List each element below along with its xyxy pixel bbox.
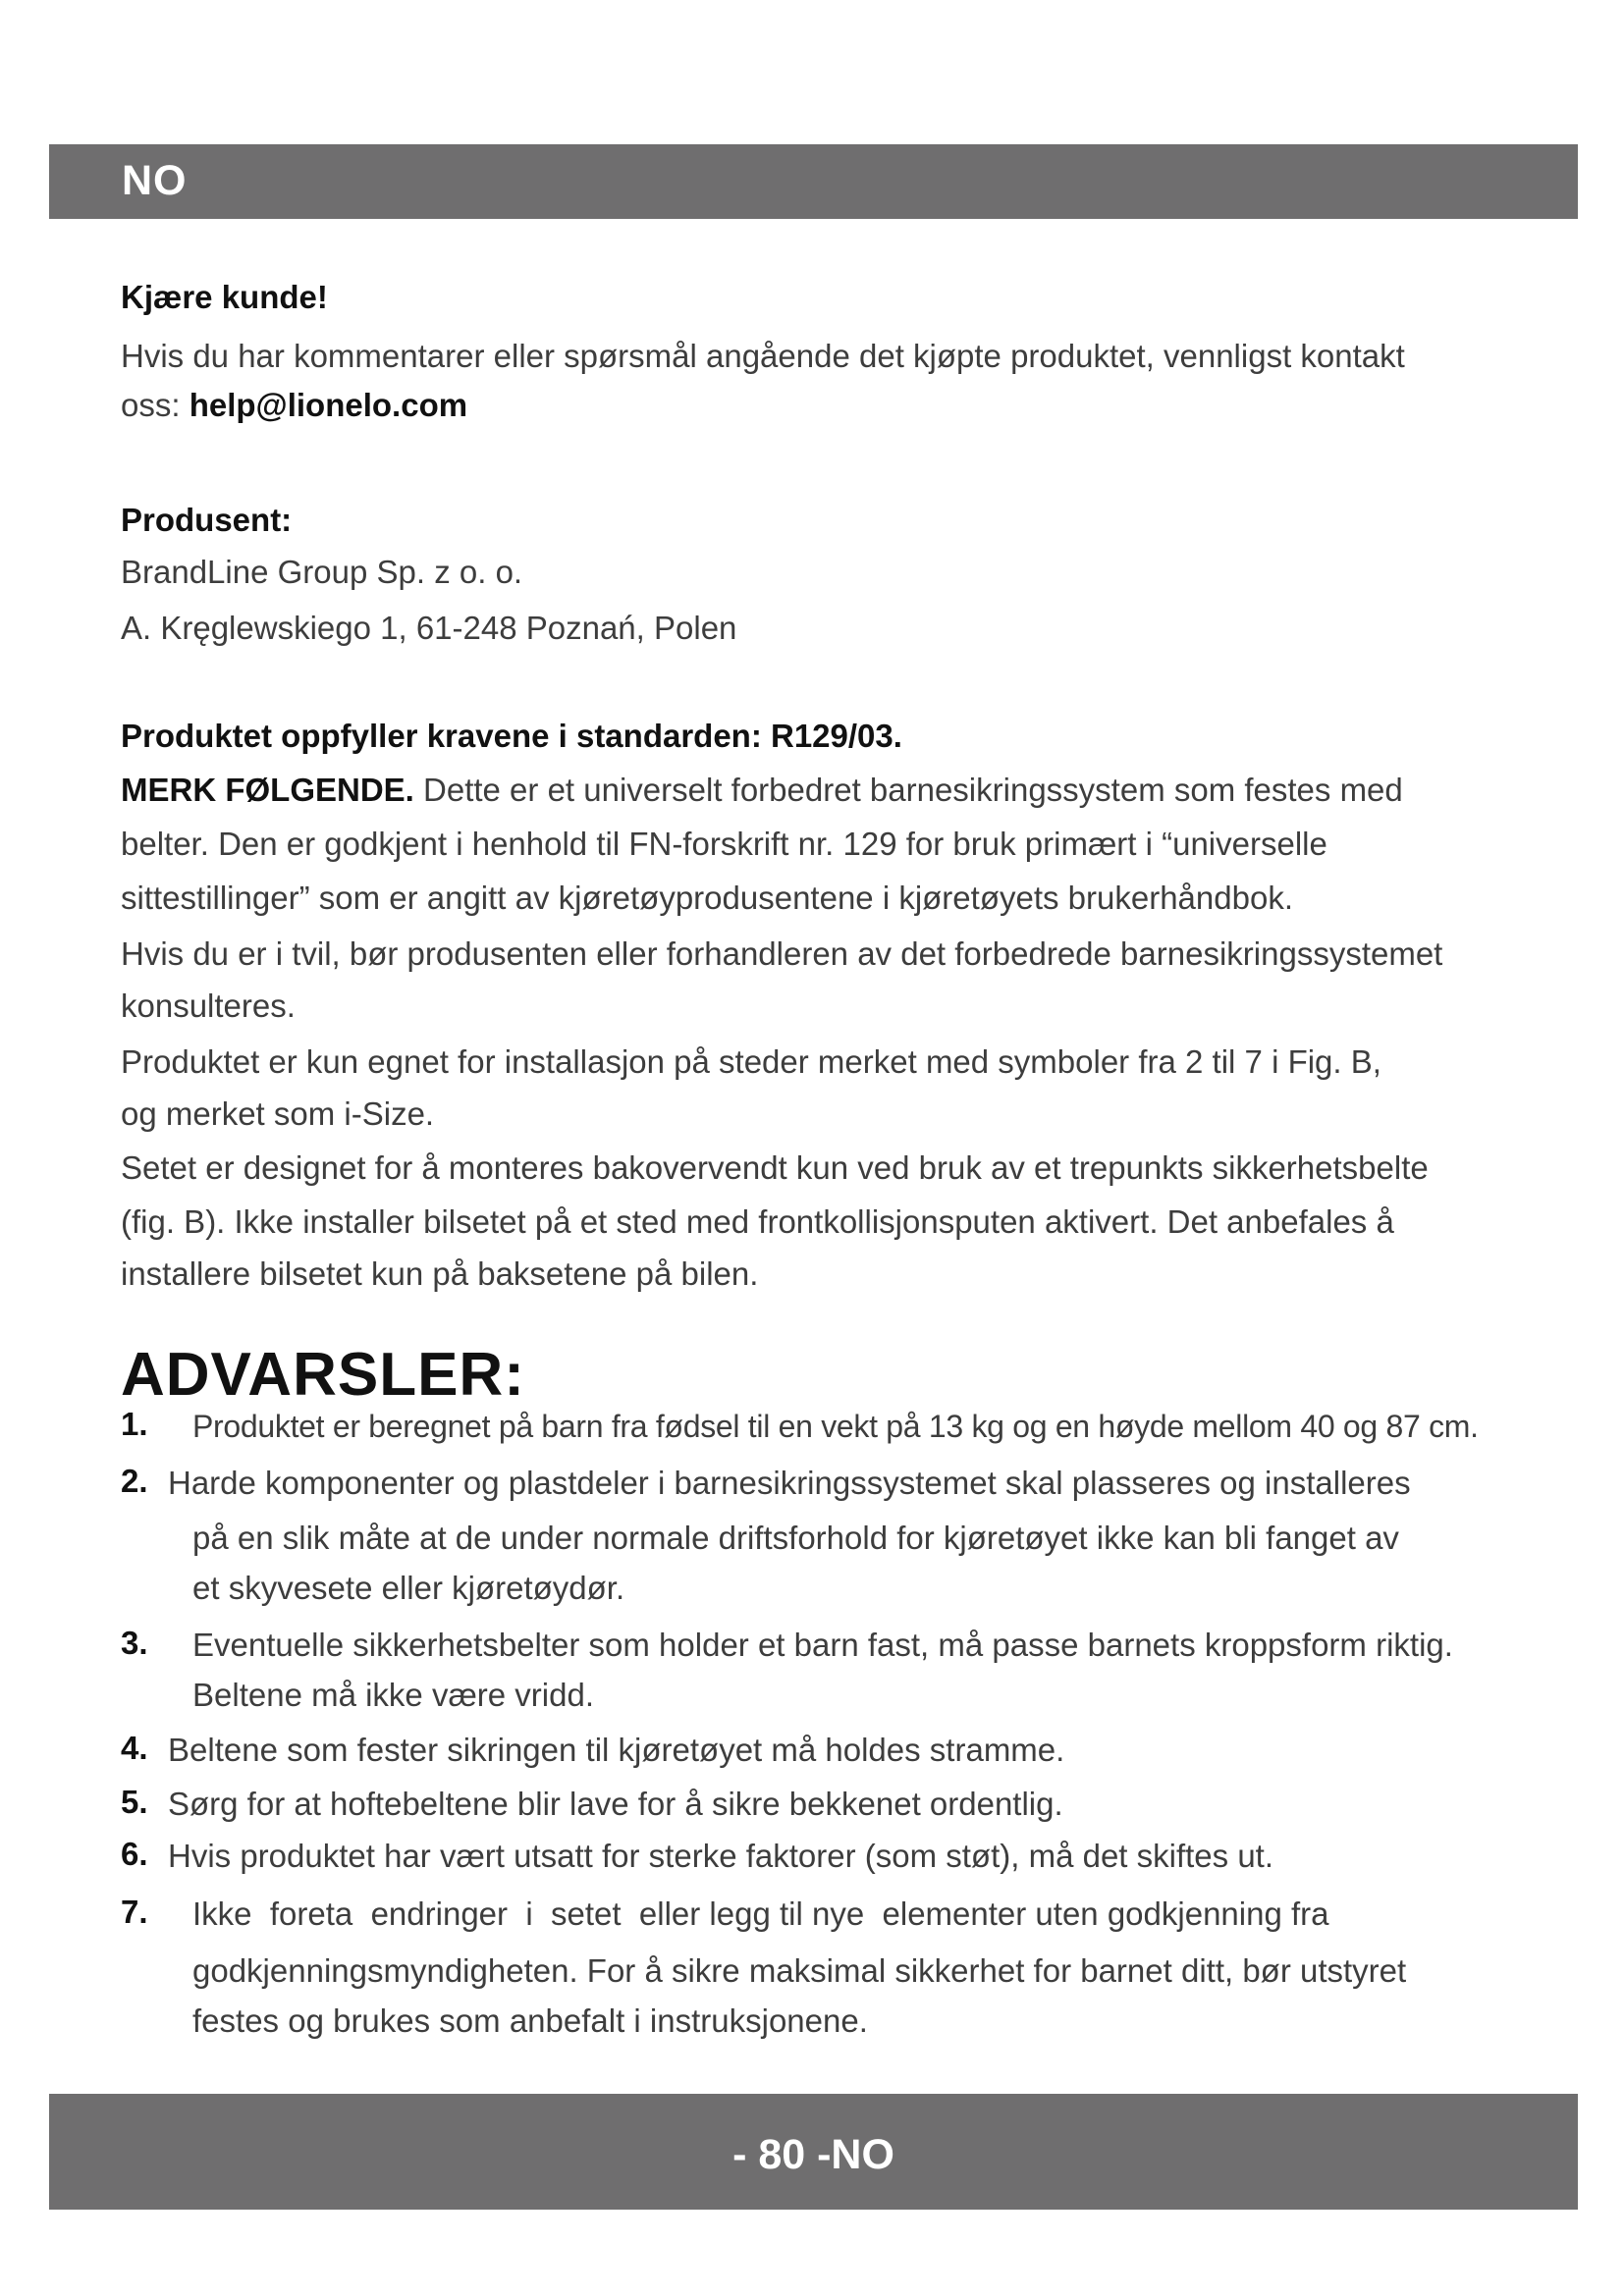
standard-line: Setet er designet for å monteres bakovervendt kun ved bruk av et trepunkts sikkerhetsbelte: [121, 1149, 1429, 1186]
warning-number: 3.: [121, 1625, 148, 1661]
producer-address: A. Kręglewskiego 1, 61-248 Poznań, Polen: [121, 610, 737, 646]
warning-number: 1.: [121, 1406, 148, 1442]
warning-item-3-line: Eventuelle sikkerhetsbelter som holder et barn fast, må passe barnets kroppsform riktig.: [192, 1627, 1453, 1663]
standard-line: og merket som i-Size.: [121, 1095, 435, 1132]
warning-number: 4.: [121, 1730, 148, 1766]
standard-line: installere bilsetet kun på baksetene på bilen.: [121, 1255, 759, 1292]
warning-item-5-line: Sørg for at hoftebeltene blir lave for å sikre bekkenet ordentlig.: [168, 1786, 1063, 1822]
standard-title: Produktet oppfyller kravene i standarden: R129/03.: [121, 718, 902, 754]
warnings-heading: ADVARSLER:: [121, 1341, 525, 1409]
page-number: - 80 -NO: [732, 2131, 894, 2178]
warning-item-2-line: et skyvesete eller kjøretøydør.: [192, 1570, 625, 1606]
footer-bar: [49, 2094, 1578, 2210]
standard-line: Dette er et universelt forbedret barnesikringssystem som festes med: [413, 772, 1403, 808]
warning-number: 7.: [121, 1894, 148, 1930]
warning-item-2-line: på en slik måte at de under normale driftsforhold for kjøretøyet ikke kan bli fanget av: [192, 1520, 1399, 1556]
standard-line: belter. Den er godkjent i henhold til FN-forskrift nr. 129 for bruk primært i “universelle: [121, 826, 1327, 862]
standard-line: Produktet er kun egnet for installasjon på steder merket med symboler fra 2 til 7 i Fig. B,: [121, 1043, 1381, 1080]
warning-item-7-line: Ikke foreta endringer i setet eller legg til nye elementer uten godkjenning fra: [192, 1896, 1329, 1932]
greeting-prefix: oss:: [121, 387, 189, 423]
warning-item-3-line: Beltene må ikke være vridd.: [192, 1677, 595, 1713]
warning-number: 5.: [121, 1784, 148, 1820]
warning-item-6-line: Hvis produktet har vært utsatt for sterke faktorer (som støt), må det skiftes ut.: [168, 1838, 1274, 1874]
standard-notice-line: [121, 771, 1403, 810]
producer-company: BrandLine Group Sp. z o. o.: [121, 554, 523, 590]
greeting-text-line-1: Hvis du har kommentarer eller spørsmål angående det kjøpte produktet, vennligst kontakt: [121, 338, 1405, 374]
greeting-title: Kjære kunde!: [121, 279, 328, 315]
contact-email[interactable]: help@lionelo.com: [189, 387, 468, 423]
warning-item-7-line: festes og brukes som anbefalt i instruksjonene.: [192, 2002, 868, 2039]
warning-number: 6.: [121, 1836, 148, 1872]
standard-line: (fig. B). Ikke installer bilsetet på et sted med frontkollisjonsputen aktivert. Det anbefales å: [121, 1203, 1394, 1240]
warning-item-7-line: godkjenningsmyndigheten. For å sikre maksimal sikkerhet for barnet ditt, bør utstyret: [192, 1952, 1407, 1989]
warning-number: 2.: [121, 1463, 148, 1499]
language-label: NO: [122, 157, 188, 204]
producer-title: Produsent:: [121, 502, 293, 538]
header-bar: [49, 144, 1578, 219]
standard-line: sittestillinger” som er angitt av kjøretøyprodusentene i kjøretøyets brukerhåndbok.: [121, 880, 1293, 916]
warning-item-2-line: Harde komponenter og plastdeler i barnesikringssystemet skal plasseres og installeres: [168, 1465, 1411, 1501]
standard-line: Hvis du er i tvil, bør produsenten eller forhandleren av det forbedrede barnesikringssystemet: [121, 935, 1443, 972]
warning-item-1-line: Produktet er beregnet på barn fra fødsel til en vekt på 13 kg og en høyde mellom 40 og 87 cm.: [192, 1409, 1479, 1444]
notice-label: MERK FØLGENDE.: [121, 772, 414, 808]
warning-item-4-line: Beltene som fester sikringen til kjøretøyet må holdes stramme.: [168, 1732, 1065, 1768]
greeting-text-line-2: [121, 386, 467, 425]
standard-line: konsulteres.: [121, 988, 296, 1024]
